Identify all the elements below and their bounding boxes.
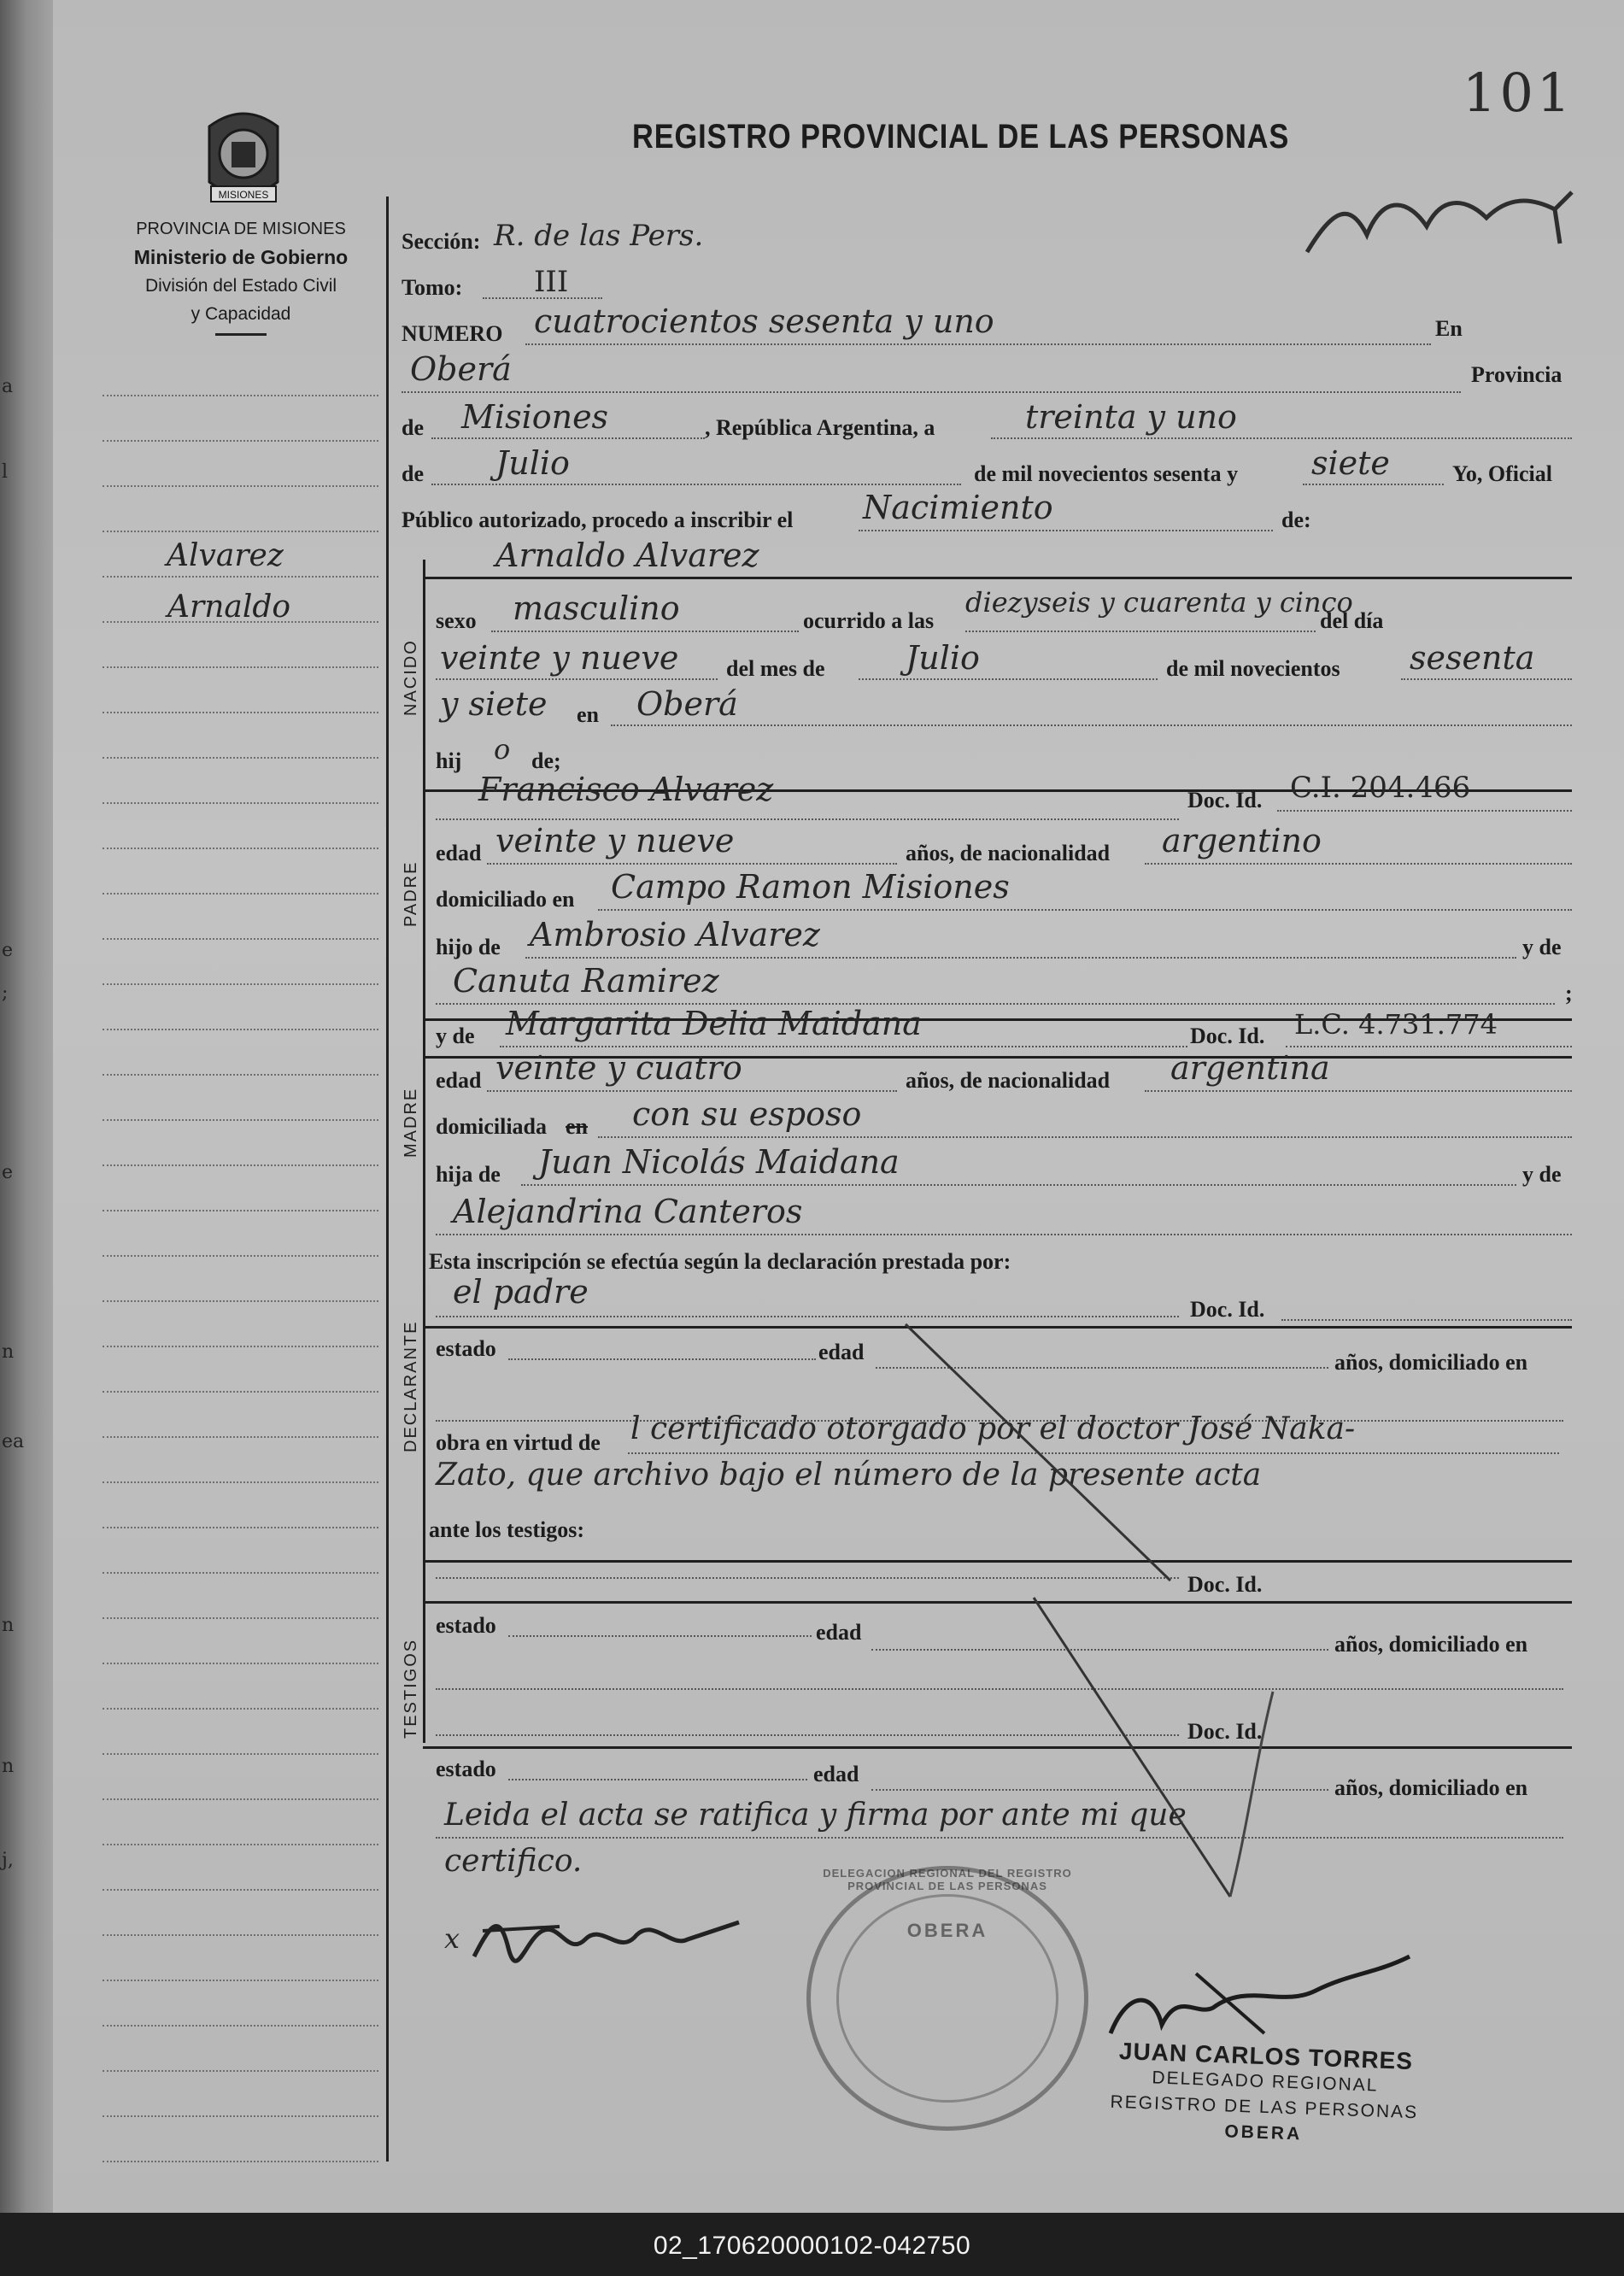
margin-rule-line <box>103 848 378 849</box>
en-lugar-label: en <box>577 702 599 727</box>
division-name: División del Estado Civil <box>144 276 337 296</box>
official-block <box>1109 2038 1421 2152</box>
margin-rule-line <box>103 576 378 578</box>
margin-rule-line <box>103 1119 378 1121</box>
ocurrido-label: ocurrido a las <box>803 608 935 633</box>
spine-mark: n <box>2 1341 15 1363</box>
day-value: treinta y uno <box>1025 398 1237 436</box>
mother-hija-label: hija de <box>436 1162 501 1187</box>
paternal-grandfather: Ambrosio Alvarez <box>530 916 820 953</box>
dotted-line <box>1281 1319 1572 1321</box>
official-registry: REGISTRO DE LAS PERSONAS <box>1110 2091 1419 2123</box>
dotted-line <box>611 724 1572 726</box>
madre-side-label: MADRE <box>402 1087 420 1158</box>
margin-rule-line <box>103 440 378 442</box>
dotted-line <box>598 1136 1572 1138</box>
margin-rule-line <box>103 1164 378 1166</box>
margin-rule-line <box>103 1527 378 1528</box>
de-label: de <box>402 415 424 440</box>
tomo-label: Tomo: <box>402 275 463 300</box>
margin-rule-line <box>103 983 378 985</box>
margin-rule-line <box>103 893 378 895</box>
capacity-name: y Capacidad <box>191 304 291 324</box>
issuer-block <box>96 215 386 336</box>
numero-label: NUMERO <box>402 321 503 346</box>
dotted-line <box>965 631 1316 632</box>
margin-rule-line <box>103 1300 378 1302</box>
book-spine <box>0 0 60 2213</box>
closing-text: Leida el acta se ratifica y firma por ante mi que <box>444 1798 1187 1833</box>
margin-rule-line <box>103 1617 378 1619</box>
spine-mark: e <box>2 940 14 961</box>
margin-rule-line <box>103 1210 378 1211</box>
margin-rule-line <box>103 1798 378 1800</box>
margin-rule-line <box>103 757 378 759</box>
dotted-line <box>1145 1090 1572 1092</box>
section-rule <box>423 577 1572 579</box>
mother-doc-value: L.C. 4.731.774 <box>1294 1008 1498 1041</box>
declarant-doc-label: Doc. Id. <box>1190 1297 1265 1322</box>
province-value: Misiones <box>461 398 609 436</box>
official-role: DELEGADO REGIONAL <box>1152 2068 1379 2096</box>
dotted-line <box>859 530 1273 531</box>
dotted-line <box>1401 678 1572 680</box>
de2-label: de <box>402 461 424 486</box>
official-name: JUAN CARLOS TORRES <box>1118 2038 1414 2075</box>
father-y-de-label: y de <box>1522 935 1562 959</box>
mother-nac-value: argentina <box>1170 1049 1330 1087</box>
dotted-line <box>436 678 718 680</box>
dotted-line <box>1277 810 1572 812</box>
top-signature <box>1299 175 1580 269</box>
margin-rule-line <box>103 1346 378 1347</box>
dotted-line <box>525 343 1431 345</box>
margin-rule-line <box>103 1708 378 1710</box>
father-edad-value: veinte y nueve <box>495 822 735 859</box>
maternal-grandmother: Alejandrina Canteros <box>453 1193 803 1230</box>
mother-dom-label: domiciliada <box>436 1114 548 1139</box>
header-rule <box>215 333 267 336</box>
margin-rule-line <box>103 2161 378 2162</box>
seccion-value: R. de las Pers. <box>494 219 704 253</box>
anio-value-2: y siete <box>440 685 548 723</box>
mother-doc-label: Doc. Id. <box>1190 1024 1265 1048</box>
father-nac-label: años, de nacionalidad <box>906 841 1111 865</box>
margin-rule-line <box>103 1255 378 1257</box>
dotted-line <box>1303 484 1444 485</box>
spine-mark: a <box>2 376 14 397</box>
footer-code: 02_170620000102-042750 <box>653 2232 971 2260</box>
margin-rule-line <box>103 1889 378 1891</box>
newborn-name: Arnaldo Alvarez <box>495 537 759 574</box>
provincia-label: Provincia <box>1471 362 1562 387</box>
dia-value: veinte y nueve <box>440 639 679 677</box>
margin-rule-line <box>103 1074 378 1076</box>
dotted-line <box>500 1046 1187 1047</box>
declarant-name: el padre <box>453 1273 589 1311</box>
mil-novecientos-label: de mil novecientos <box>1166 656 1340 681</box>
hora-value: diezyseis y cuarenta y cinco <box>965 586 1353 619</box>
maternal-grandfather: Juan Nicolás Maidana <box>538 1143 900 1181</box>
margin-rule-line <box>103 1663 378 1664</box>
dotted-line <box>991 437 1572 439</box>
stamp-city: OBERA <box>906 1920 988 1941</box>
seccion-label: Sección: <box>402 229 481 254</box>
spine-mark: ea <box>2 1431 25 1452</box>
spine-mark: n <box>2 1756 15 1777</box>
stamp-text: DELEGACION REGIONAL DEL REGISTRO PROVINCIAL DE LAS PERSONAS <box>823 1867 1072 1892</box>
publico-label: Público autorizado, procedo a inscribir el <box>402 507 794 532</box>
dotted-line <box>402 391 1461 393</box>
del-mes-label: del mes de <box>726 656 825 681</box>
act-type-value: Nacimiento <box>863 489 1053 526</box>
mes-value: Julio <box>906 639 980 677</box>
en-label: En <box>1435 316 1463 341</box>
mother-nac-label: años, de nacionalidad <box>906 1068 1111 1093</box>
witness2-anios-label: años, domiciliado en <box>1334 1775 1528 1800</box>
dotted-line <box>525 957 1516 959</box>
father-dom-label: domiciliado en <box>436 887 575 912</box>
province-name: PROVINCIA DE MISIONES <box>136 220 346 238</box>
semicolon: ; <box>1565 981 1573 1006</box>
margin-rule-line <box>103 1391 378 1393</box>
republica-label: , República Argentina, a <box>705 415 935 440</box>
lugar-value: Oberá <box>636 685 738 723</box>
dotted-line <box>508 1358 816 1360</box>
margin-rule-line <box>103 938 378 940</box>
declarant-anios-label: años, domiciliado en <box>1334 1350 1528 1375</box>
dotted-line <box>491 631 799 632</box>
testigos-side-label: TESTIGOS <box>402 1638 420 1739</box>
folio-number: 101 <box>1463 62 1574 124</box>
margin-rule-line <box>103 1481 378 1483</box>
mother-y-de-label: y de <box>436 1024 475 1048</box>
witness1-anios-label: años, domiciliado en <box>1334 1632 1528 1657</box>
mother-y-de-label-2: y de <box>1522 1162 1562 1187</box>
margin-rule-line <box>103 1934 378 1936</box>
official-city: OBERA <box>1224 2121 1303 2144</box>
closing-text-2: certifico. <box>444 1844 583 1879</box>
mother-name: Margarita Delia Maidana <box>506 1005 922 1042</box>
registry-stamp <box>806 1866 1088 2131</box>
father-edad-label: edad <box>436 841 482 865</box>
dotted-line <box>436 1234 1572 1235</box>
witness1-edad-label: edad <box>816 1620 862 1645</box>
spine-mark: j, <box>2 1850 14 1871</box>
father-hijo-label: hijo de <box>436 935 501 959</box>
margin-rule-line <box>103 485 378 487</box>
seal-text: MISIONES <box>218 189 269 201</box>
declaracion-label: Esta inscripción se efectúa según la declaración prestada por: <box>429 1249 1011 1274</box>
hij-value: o <box>494 733 511 766</box>
margin-surname: Alvarez <box>167 538 284 573</box>
margin-rule-line <box>103 666 378 668</box>
mother-edad-value: veinte y cuatro <box>495 1049 742 1087</box>
margin-rule-line <box>103 1436 378 1438</box>
de-colon-label: de: <box>1281 507 1311 532</box>
dotted-line <box>436 818 1179 820</box>
numero-value: cuatrocientos sesenta y uno <box>534 302 994 340</box>
anio-value: sesenta <box>1410 639 1535 677</box>
year-value: siete <box>1311 444 1390 482</box>
yo-label: Yo, Oficial <box>1452 461 1552 486</box>
mother-edad-label: edad <box>436 1068 482 1093</box>
margin-given-name: Arnaldo <box>167 590 291 625</box>
mother-dom-value: con su esposo <box>632 1095 862 1133</box>
top-signature-text: Mustafa <box>1299 175 1302 176</box>
father-nac-value: argentino <box>1162 822 1322 859</box>
dotted-line <box>487 863 897 865</box>
margin-rule-line <box>103 1572 378 1574</box>
dotted-line <box>521 1184 1516 1186</box>
margin-rule-line <box>103 395 378 396</box>
section-divider <box>423 560 425 1743</box>
declarant-signature <box>466 1905 756 1991</box>
page-title: REGISTRO PROVINCIAL DE LAS PERSONAS <box>632 118 1290 155</box>
dotted-line <box>598 909 1572 911</box>
margin-rule-line <box>103 2115 378 2117</box>
del-dia-label: del día <box>1320 608 1384 633</box>
mother-dom-struck: en <box>566 1114 588 1139</box>
month-value: Julio <box>495 444 570 482</box>
declarant-signature-text: Alvarez <box>466 1905 469 1906</box>
margin-rule-line <box>103 712 378 713</box>
declarante-side-label: DECLARANTE <box>402 1320 420 1452</box>
dotted-line <box>431 437 705 439</box>
spine-mark: l <box>2 461 9 483</box>
declarant-edad-label: edad <box>818 1340 865 1364</box>
dotted-line <box>1145 863 1572 865</box>
father-dom-value: Campo Ramon Misiones <box>611 868 1010 906</box>
testigos-label: ante los testigos: <box>429 1517 584 1542</box>
margin-rule-line <box>103 2025 378 2027</box>
nacido-side-label: NACIDO <box>402 639 420 716</box>
dotted-line <box>1286 1046 1572 1047</box>
margin-rule-line <box>103 2070 378 2072</box>
father-name: Francisco Alvarez <box>478 771 774 808</box>
hij-label: hij <box>436 748 462 773</box>
tomo-value: III <box>534 265 569 299</box>
dotted-line <box>508 1635 812 1637</box>
margin-rule-line <box>103 531 378 532</box>
witness1-doc-label: Doc. Id. <box>1187 1572 1263 1597</box>
ministry-name: Ministerio de Gobierno <box>133 246 349 268</box>
margin-rule-line <box>103 1753 378 1755</box>
father-doc-value: C.I. 204.466 <box>1290 771 1471 805</box>
father-doc-label: Doc. Id. <box>1187 788 1263 812</box>
dotted-line <box>487 1090 897 1092</box>
obra-label: obra en virtud de <box>436 1430 601 1455</box>
margin-rule-line <box>103 1844 378 1845</box>
spine-mark: ; <box>2 983 9 1004</box>
margin-rule-line <box>103 1980 378 1981</box>
mil-label: de mil novecientos sesenta y <box>974 461 1239 486</box>
margin-rule-line <box>103 1029 378 1030</box>
signature-x: x <box>444 1922 460 1955</box>
place-value: Oberá <box>410 350 512 388</box>
witness1-estado-label: estado <box>436 1613 496 1638</box>
declarant-estado-label: estado <box>436 1336 496 1361</box>
provincial-seal-icon <box>192 101 295 212</box>
sexo-value: masculino <box>513 590 680 627</box>
witness2-edad-label: edad <box>813 1762 859 1786</box>
witness2-estado-label: estado <box>436 1757 496 1781</box>
spine-mark: e <box>2 1162 14 1183</box>
paternal-grandmother: Canuta Ramirez <box>453 962 719 1000</box>
dotted-line <box>508 1779 807 1780</box>
witness2-doc-label: Doc. Id. <box>1187 1719 1263 1744</box>
obra-value: l certificado otorgado por el doctor José Naka- <box>630 1411 1356 1446</box>
dotted-line <box>859 678 1158 680</box>
padre-side-label: PADRE <box>402 860 420 927</box>
de-semicolon-label: de; <box>531 748 561 773</box>
dotted-line <box>431 484 961 485</box>
spine-mark: n <box>2 1615 15 1636</box>
obra-value-2: Zato, que archivo bajo el número de la presente acta <box>436 1458 1262 1493</box>
sexo-label: sexo <box>436 608 477 633</box>
margin-rule-line <box>103 802 378 804</box>
column-divider <box>386 197 389 2162</box>
